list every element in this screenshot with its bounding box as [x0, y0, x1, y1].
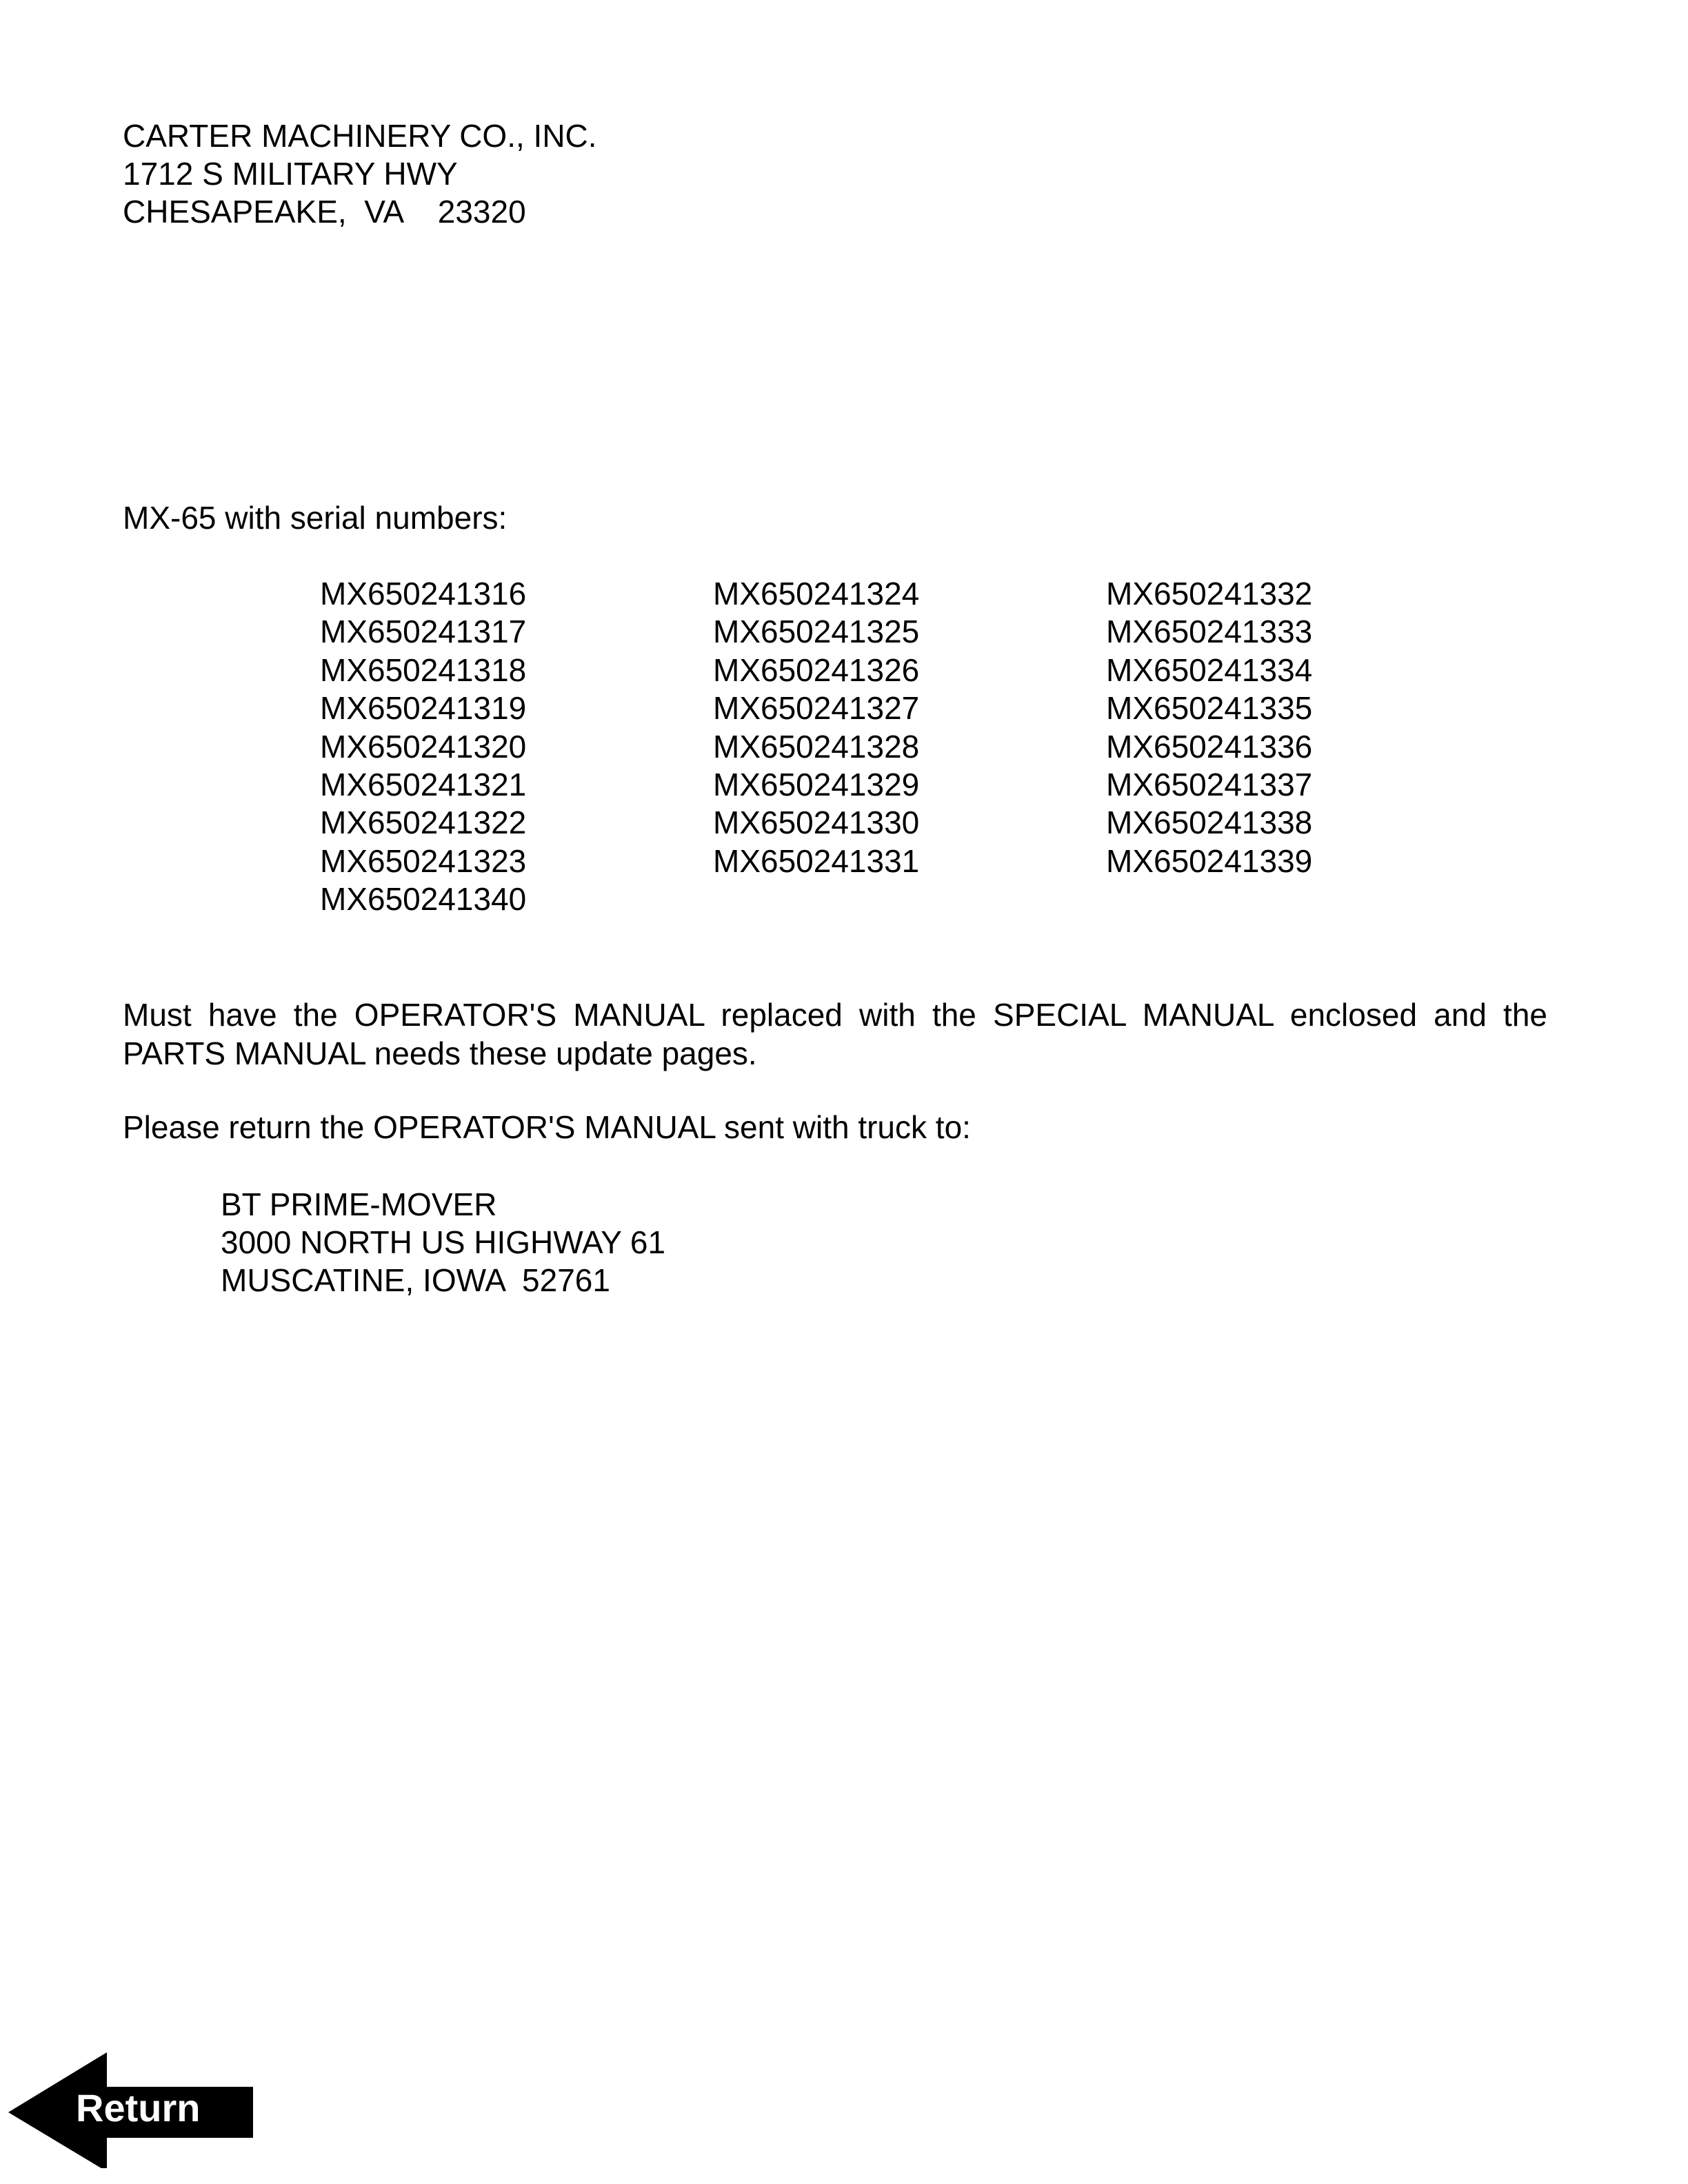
return-address-line: BT PRIME-MOVER [221, 1186, 497, 1222]
serial-number: MX650241317 [320, 614, 527, 650]
serial-column-3 [1106, 575, 1312, 880]
intro-text: MX-65 with serial numbers: [123, 500, 508, 536]
serial-number: MX650241333 [1106, 614, 1313, 650]
serial-number: MX650241337 [1106, 767, 1313, 803]
sender-line: CHESAPEAKE, VA 23320 [123, 194, 526, 230]
serial-number: MX650241336 [1106, 728, 1313, 765]
return-request-text: Please return the OPERATOR'S MANUAL sent with truck to: [123, 1109, 971, 1145]
serial-number: MX650241324 [713, 576, 920, 611]
serial-column-2 [713, 575, 919, 880]
serial-number: MX650241320 [320, 728, 527, 765]
serial-number: MX650241339 [1106, 842, 1313, 879]
sender-line: CARTER MACHINERY CO., INC. [123, 118, 597, 154]
serial-column-1 [320, 575, 526, 919]
serial-number: MX650241316 [320, 576, 527, 611]
serial-number: MX650241321 [320, 767, 527, 803]
sender-line: 1712 S MILITARY HWY [123, 156, 458, 192]
serial-number: MX650241331 [713, 842, 920, 879]
serial-number: MX650241323 [320, 842, 527, 879]
serial-number: MX650241329 [713, 767, 920, 803]
serial-number: MX650241319 [320, 690, 527, 727]
return-address-line: MUSCATINE, IOWA 52761 [221, 1262, 610, 1298]
serial-number: MX650241328 [713, 728, 920, 765]
serial-number: MX650241327 [713, 690, 920, 727]
serial-number: MX650241338 [1106, 805, 1313, 841]
sender-address [123, 117, 597, 231]
serial-number: MX650241325 [713, 614, 920, 650]
serial-number: MX650241335 [1106, 690, 1313, 727]
serial-number: MX650241334 [1106, 651, 1313, 688]
serial-number: MX650241340 [320, 881, 527, 918]
serial-number: MX650241326 [713, 651, 920, 688]
serial-number: MX650241318 [320, 651, 527, 688]
return-address-line: 3000 NORTH US HIGHWAY 61 [221, 1224, 666, 1260]
serial-number: MX650241322 [320, 805, 527, 841]
serial-number: MX650241330 [713, 805, 920, 841]
return-button[interactable] [7, 2051, 255, 2168]
serial-number: MX650241332 [1106, 576, 1313, 611]
return-address [221, 1186, 665, 1300]
instruction-paragraph: Must have the OPERATOR'S MANUAL replaced with the SPECIAL MANUAL enclosed and the PARTS MANUAL needs these update pages. [123, 997, 1547, 1071]
return-label: Return [76, 2086, 201, 2130]
